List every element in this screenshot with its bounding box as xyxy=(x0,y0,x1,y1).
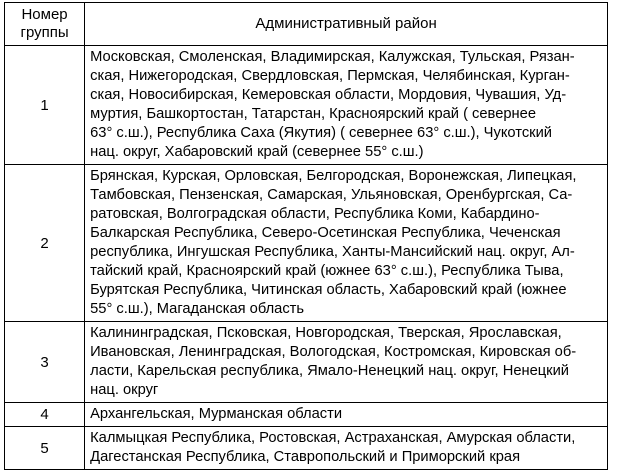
group-number-cell: 1 xyxy=(5,46,85,165)
region-list-cell: Калмыцкая Республика, Ростовская, Астраханская, Амурская области, Дагестанская Республика, Ставропольский и Приморский края xyxy=(85,427,608,470)
regions-table xyxy=(4,2,608,470)
group-number-cell: 5 xyxy=(5,427,85,470)
table-row xyxy=(5,403,608,427)
region-list-cell: Брянская, Курская, Орловская, Белгородская, Воронежская, Липецкая, Тамбовская, Пензенская, Самарская, Ульяновская, Оренбургская, Са- ратовская, Волгоградская области, Республика Коми, Кабардино- Балкарская Республика, Северо-Осетинская Республика, Чеченская республика, Ингушская Республика, Ханты-Мансийский нац. округ, Ал- тайский край, Красноярский край (южнее 63° с.ш.), Республика Тыва, Бурятская Республика, Читинская область, Хабаровский край (южнее 55° с.ш.), Магаданская область xyxy=(85,165,608,322)
region-list-cell: Архангельская, Мурманская области xyxy=(85,403,608,427)
group-number-cell: 2 xyxy=(5,165,85,322)
header-group-number: Номер группы xyxy=(5,3,85,46)
table-row xyxy=(5,322,608,403)
table-row xyxy=(5,46,608,165)
regions-table-container xyxy=(4,2,608,470)
group-number-cell: 4 xyxy=(5,403,85,427)
group-number-cell: 3 xyxy=(5,322,85,403)
region-list-cell: Калининградская, Псковская, Новгородская, Тверская, Ярославская, Ивановская, Ленинградская, Вологодская, Костромская, Кировская об- ласти, Карельская республика, Ямало-Ненецкий нац. округ, Ненецкий нац. округ xyxy=(85,322,608,403)
table-row xyxy=(5,427,608,470)
table-row xyxy=(5,165,608,322)
table-header-row xyxy=(5,3,608,46)
header-administrative-region: Административный район xyxy=(85,3,608,46)
region-list-cell: Московская, Смоленская, Владимирская, Калужская, Тульская, Рязан- ская, Нижегородская, Свердловская, Пермская, Челябинская, Курган- ская, Новосибирская, Кемеровская области, Мордовия, Чувашия, Уд- муртия, Башкортостан, Татарстан, Красноярский край ( севернее 63° с.ш.), Республика Саха (Якутия) ( севернее 63° с.ш.), Чукотский нац. округ, Хабаровский край (севернее 55° с.ш.) xyxy=(85,46,608,165)
